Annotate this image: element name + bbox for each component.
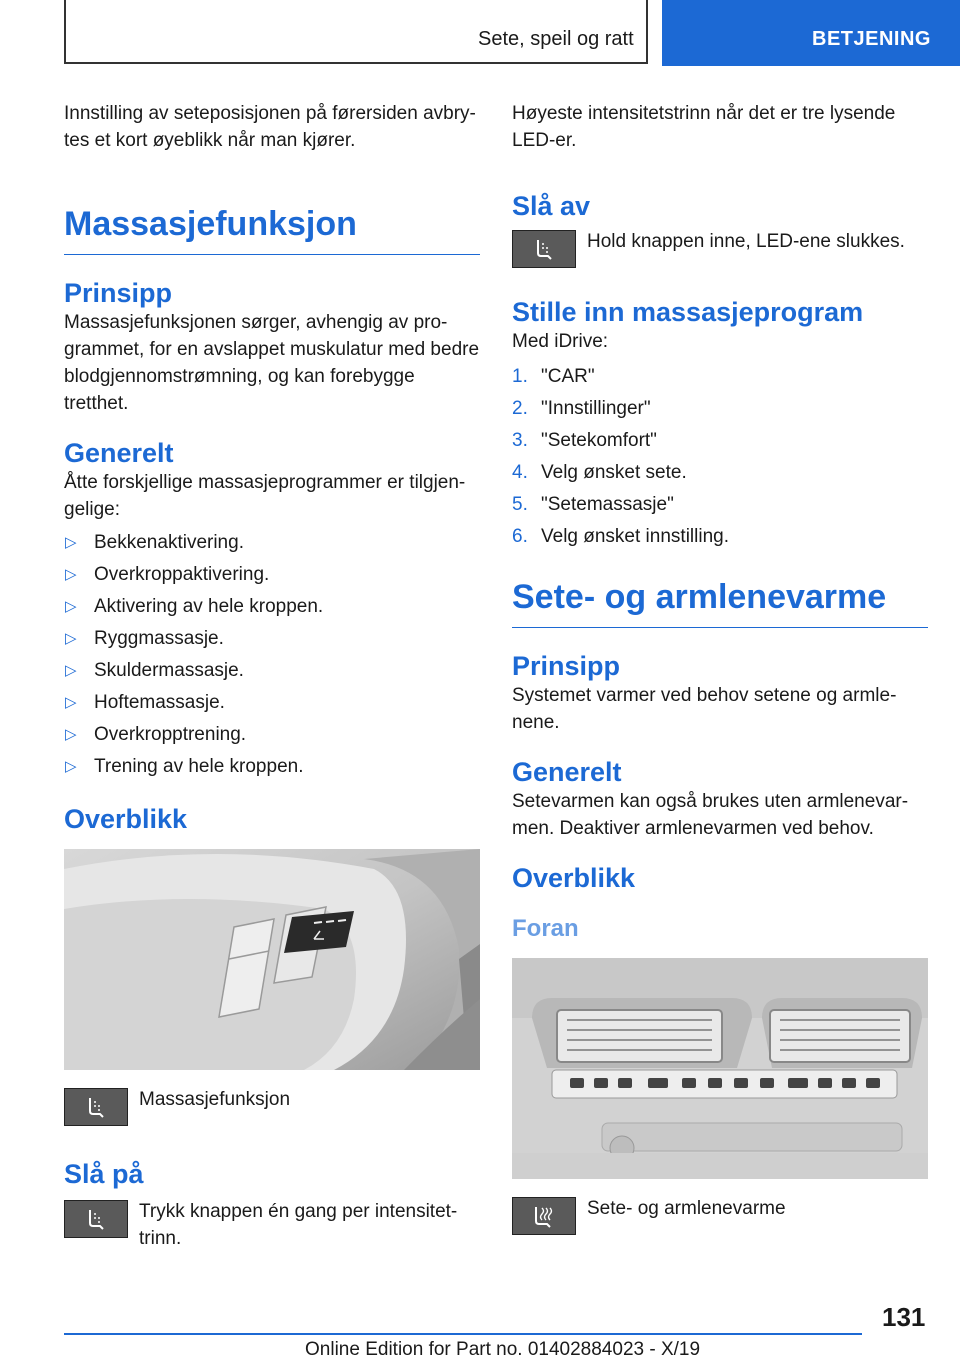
sla-av-row bbox=[512, 228, 928, 268]
list-item: 3. "Setekomfort" bbox=[512, 430, 657, 451]
massage-seat-icon bbox=[64, 1088, 128, 1126]
massage-seat-icon bbox=[512, 230, 576, 268]
list-item: 4. Velg ønsket sete. bbox=[512, 462, 687, 483]
triangle-bullet-icon: ▷ bbox=[65, 566, 77, 583]
varme-prinsipp-text: Systemet varmer ved behov setene og armle- nene. bbox=[512, 685, 897, 733]
massasje-prinsipp-heading: Prinsipp bbox=[64, 278, 173, 308]
varme-title: Sete- og armlenevarme bbox=[512, 577, 928, 628]
seat-heating-caption: Sete- og armlenevarme bbox=[587, 1198, 786, 1219]
page-number: 131 bbox=[882, 1302, 926, 1332]
list-item: ▷ Hoftemassasje. bbox=[64, 689, 480, 716]
varme-generelt-heading: Generelt bbox=[512, 757, 622, 787]
triangle-bullet-icon: ▷ bbox=[65, 758, 77, 775]
right-column bbox=[512, 100, 928, 1235]
left-column bbox=[64, 100, 480, 1252]
massage-seat-icon bbox=[64, 1200, 128, 1238]
massasje-generelt-text: Åtte forskjellige massasjeprogrammer er tilgjen- gelige: bbox=[64, 472, 466, 520]
sla-pa-heading: Slå på bbox=[64, 1159, 144, 1189]
door-panel-photo bbox=[64, 849, 480, 1070]
sla-av-heading: Slå av bbox=[512, 191, 591, 221]
massage-icon-caption: Massasjefunksjon bbox=[139, 1089, 291, 1110]
list-item: ▷ Trening av hele kroppen. bbox=[64, 753, 480, 780]
massasje-prinsipp-text: Massasjefunksjonen sørger, avhengig av pro- grammet, for en avslappet muskulatur med bedre blodgjennomstrømning, og kan forebygge tretthet. bbox=[64, 312, 480, 414]
triangle-bullet-icon: ▷ bbox=[65, 726, 77, 743]
varme-generelt-text: Setevarmen kan også brukes uten armlenevar- men. Deaktiver armlenevarmen ved behov. bbox=[512, 791, 909, 839]
list-item: 1. "CAR" bbox=[512, 366, 595, 387]
list-item: ▷ Overkropptrening. bbox=[64, 721, 480, 748]
list-item: ▷ Overkroppaktivering. bbox=[64, 561, 480, 588]
massage-program-list bbox=[64, 529, 480, 780]
program-heading: Stille inn massasjeprogram bbox=[512, 297, 864, 327]
sla-pa-text: Trykk knappen én gang per intensitet- trinn. bbox=[139, 1201, 458, 1249]
sla-pa-row bbox=[64, 1198, 480, 1252]
list-item: 6. Velg ønsket innstilling. bbox=[512, 526, 729, 547]
list-item: 5. "Setemassasje" bbox=[512, 494, 674, 515]
massasje-generelt-heading: Generelt bbox=[64, 438, 174, 468]
sla-av-text: Hold knappen inne, LED-ene slukkes. bbox=[587, 231, 905, 252]
footer-edition: Online Edition for Part no. 01402884023 - X/19 bbox=[305, 1339, 701, 1360]
program-intro: Med iDrive: bbox=[512, 331, 609, 352]
intro-paragraph: Innstilling av seteposisjonen på førersiden avbry- tes et kort øyeblikk når man kjører. bbox=[64, 103, 476, 151]
massage-icon-row bbox=[64, 1086, 480, 1126]
list-item: 2. "Innstillinger" bbox=[512, 398, 651, 419]
massasje-title: Massasjefunksjon bbox=[64, 204, 480, 255]
intensity-paragraph: Høyeste intensitetstrinn når det er tre lysende LED-er. bbox=[512, 103, 896, 151]
triangle-bullet-icon: ▷ bbox=[65, 662, 77, 679]
chapter-title: BETJENING bbox=[812, 28, 931, 50]
seat-heating-icon-row bbox=[512, 1195, 928, 1235]
list-item: ▷ Aktivering av hele kroppen. bbox=[64, 593, 480, 620]
list-item: ▷ Skuldermassasje. bbox=[64, 657, 480, 684]
footer-divider bbox=[64, 1333, 862, 1335]
varme-prinsipp-heading: Prinsipp bbox=[512, 651, 621, 681]
program-steps bbox=[512, 363, 928, 550]
list-item: ▷ Ryggmassasje. bbox=[64, 625, 480, 652]
list-item: ▷ Bekkenaktivering. bbox=[64, 529, 480, 556]
triangle-bullet-icon: ▷ bbox=[65, 598, 77, 615]
foran-heading: Foran bbox=[512, 915, 579, 942]
triangle-bullet-icon: ▷ bbox=[65, 534, 77, 551]
triangle-bullet-icon: ▷ bbox=[65, 630, 77, 647]
triangle-bullet-icon: ▷ bbox=[65, 694, 77, 711]
seat-heating-icon bbox=[512, 1197, 576, 1235]
varme-overblikk-heading: Overblikk bbox=[512, 863, 636, 893]
massasje-overblikk-heading: Overblikk bbox=[64, 804, 188, 834]
dashboard-vents-photo bbox=[512, 958, 928, 1179]
header-section-title: Sete, speil og ratt bbox=[478, 28, 634, 50]
